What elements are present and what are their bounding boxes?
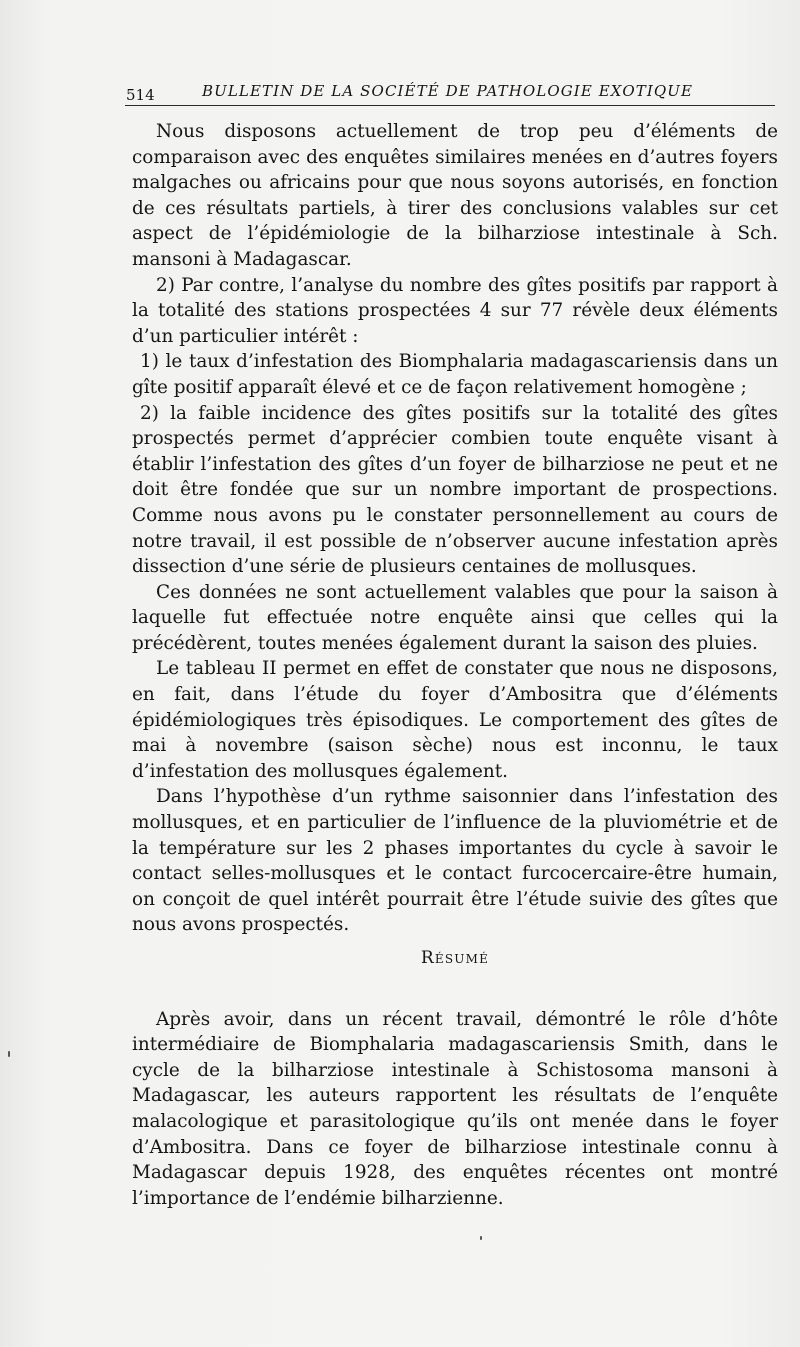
running-title: BULLETIN DE LA SOCIÉTÉ DE PATHOLOGIE EXOTIQUE [202,82,694,100]
paragraph-positive-sites: 2) Par contre, l’analyse du nombre des gîtes positifs par rapport à la totalité des stations prospectées 4 sur 77 révèle deux éléments d’un particulier intérêt : [132,274,778,347]
scan-speck [480,1236,482,1240]
header-rule [125,105,775,106]
running-header [120,78,780,108]
paragraph-seasonal-rhythm: Dans l’hypothèse d’un rythme saisonnier dans l’infestation des mollusques, et en particulier de l’influence de la pluviométrie et de la température sur les 2 phases importantes du cycle à savoir le contact selles-mollusques et le contact furcocercaire-être humain, on conçoit de quel intérêt pourrait être l’étude suivie des gîtes que nous avons prospectés. [132,786,778,936]
list-item-low-incidence: 2) la faible incidence des gîtes positifs sur la totalité des gîtes prospectés permet d’apprécier combien toute enquête visant à établir l’infestation des gîtes d’un foyer de bilharziose ne peut et ne doit être fondée que sur un nombre important de prospections. Comme nous avons pu le constater personnellement au cours de notre travail, il est possible de n’observer aucune infestation après dissection d’une série de plusieurs centaines de mollusques. [132,402,778,578]
paragraph-rainy-season: Ces données ne sont actuellement valables que pour la saison à laquelle fut effectuée notre enquête ainsi que celles qui la précédèrent, toutes menées également durant la saison des pluies. [132,581,778,654]
page-number: 514 [126,86,155,104]
list-item-infestation-rate: 1) le taux d’infestation des Biomphalaria madagascariensis dans un gîte positif apparaît élevé et ce de façon relativement homogène ; [132,351,778,398]
article-body [132,119,778,1211]
paragraph-comparison: Nous disposons actuellement de trop peu d’éléments de comparaison avec des enquêtes similaires menées en d’autres foyers malgaches ou africains pour que nous soyons autorisés, en fonction de ces résultats partiels, à tirer des conclusions valables sur cet aspect de l’épidémiologie de la bilharziose intestinale à Sch. mansoni à Madagascar. [132,121,778,270]
scan-speck [8,1051,10,1057]
resume-heading: Résumé [420,948,490,968]
paragraph-table-ii: Le tableau II permet en effet de constater que nous ne disposons, en fait, dans l’étude du foyer d’Ambositra que d’éléments épidémiologiques très épisodiques. Le comportement des gîtes de mai à novembre (saison sèche) nous est inconnu, le taux d’infestation des mollusques également. [132,658,778,782]
resume-paragraph: Après avoir, dans un récent travail, démontré le rôle d’hôte intermédiaire de Biomphalaria madagascariensis Smith, dans le cycle de la bilharziose intestinale à Schistosoma mansoni à Madagascar, les auteurs rapportent les résultats de l’enquête malacologique et parasitologique qu’ils ont menée dans le foyer d’Ambositra. Dans ce foyer de bilharziose intestinale connu à Madagascar depuis 1928, des enquêtes récentes ont montré l’importance de l’endémie bilharzienne. [132,1008,778,1209]
